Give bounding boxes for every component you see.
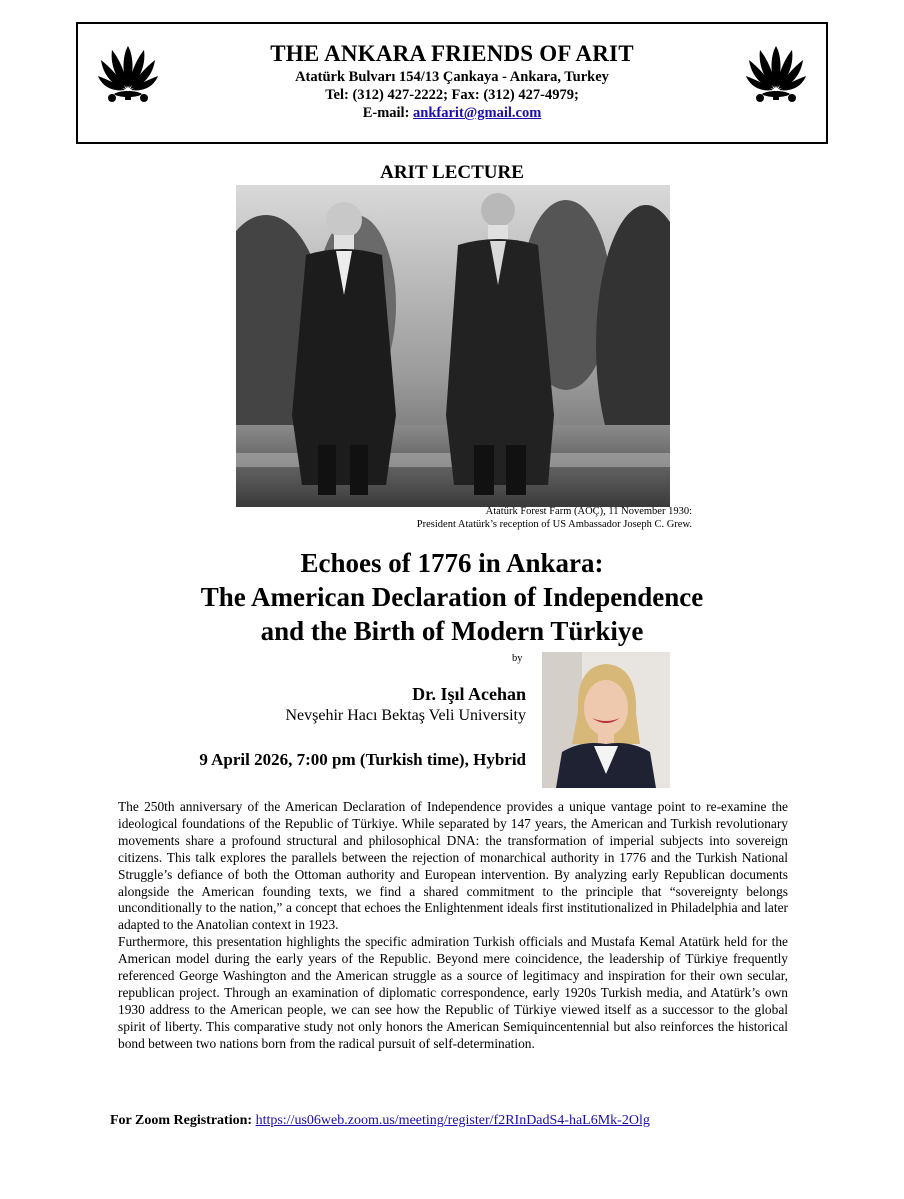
talk-title-line-2: The American Declaration of Independence <box>200 582 704 612</box>
abstract-paragraph-2: Furthermore, this presentation highlights the specific admiration Turkish officials and Mustafa Kemal Atatürk held for the American model during the early years of the Republic. Beyond mere coincidence, the leadership of Türkiye frequently referenced George Washington and the American struggle as a source of legitimacy and inspiration for their own secular, republican project. Through an examination of diplomatic correspondence, early 1920s Turkish media, and Atatürk’s own 1930 address to the American people, we can see how the Republic of Türkiye viewed itself as a successor to the global spirit of liberty. This comparative study not only honors the American Semiquincentennial but also reinforces the historical bond between two nations born from the radical pursuit of self-determination. <box>118 934 788 1051</box>
photo-caption <box>417 505 692 531</box>
by-label: by <box>512 653 523 664</box>
historical-photo <box>236 185 670 507</box>
photo-caption-line-2: President Atatürk’s reception of US Ambassador Joseph C. Grew. <box>416 519 692 530</box>
lecture-label: ARIT LECTURE <box>380 162 524 183</box>
zoom-registration <box>110 1113 650 1129</box>
org-phone-fax: Tel: (312) 427-2222; Fax: (312) 427-4979; <box>325 87 579 103</box>
palmette-logo-icon <box>746 42 806 104</box>
talk-title-line-1: Echoes of 1776 in Ankara: <box>300 548 604 578</box>
speaker-affiliation: Nevşehir Hacı Bektaş Veli University <box>285 707 526 724</box>
abstract-paragraph-1: The 250th anniversary of the American Declaration of Independence provides a unique vantage point to re-examine the ideological foundations of the Republic of Türkiye. While separated by 147 years, the American and Turkish revolutionary movements share a profound structural and philosophical DNA: the transformation of imperial subjects into sovereign citizens. This talk explores the parallels between the rejection of monarchical authority in 1776 and the Turkish National Struggle’s defiance of both the Ottoman authority and European intervention. By analyzing early Republican documents alongside the American founding texts, we find a shared commitment to the principle that “sovereignty belongs unconditionally to the nation,” a concept that echoes the Enlightenment ideals first institutionalized in Philadelphia and later adapted to the Anatolian context in 1923. <box>118 799 788 933</box>
org-address: Atatürk Bulvarı 154/13 Çankaya - Ankara, Turkey <box>295 69 609 85</box>
org-name: THE ANKARA FRIENDS OF ARIT <box>270 41 634 66</box>
talk-title <box>0 546 904 648</box>
zoom-registration-link[interactable]: https://us06web.zoom.us/meeting/register/f2RInDadS4-haL6Mk-2Olg <box>255 1113 650 1128</box>
photo-caption-line-1: Atatürk Forest Farm (AOÇ), 11 November 1930: <box>485 506 692 517</box>
talk-title-line-3: and the Birth of Modern Türkiye <box>260 616 644 646</box>
header-box <box>76 22 828 144</box>
zoom-registration-label: For Zoom Registration: <box>110 1113 253 1128</box>
email-label: E-mail: <box>362 105 414 121</box>
org-email-line <box>78 104 826 122</box>
speaker-name: Dr. Işıl Acehan <box>412 684 526 704</box>
speaker-photo <box>542 652 670 788</box>
abstract <box>118 799 788 1053</box>
email-link[interactable]: ankfarit@gmail.com <box>413 105 542 121</box>
event-datetime: 9 April 2026, 7:00 pm (Turkish time), Hybrid <box>199 750 526 769</box>
